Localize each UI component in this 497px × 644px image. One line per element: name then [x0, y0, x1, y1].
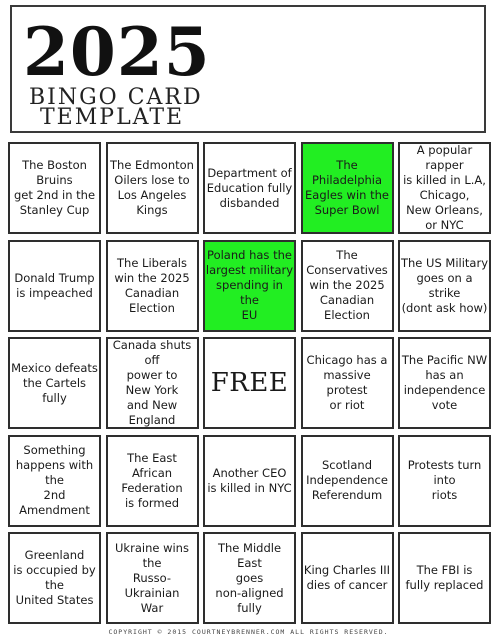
free-space-label: FREE [210, 368, 289, 398]
bingo-cell-text: Something happens with the 2nd Amendment [15, 443, 94, 517]
bingo-cell-text: Greenland is occupied by the United States [13, 548, 96, 607]
bingo-cell-text: Scotland Independence Referendum [306, 458, 388, 502]
bingo-cell-text: The Conservatives win the 2025 Canadian Election [306, 248, 388, 322]
bingo-cell[interactable] [106, 337, 199, 429]
bingo-cell[interactable] [301, 532, 394, 624]
bingo-cell[interactable] [106, 532, 199, 624]
title-line-2: TEMPLATE [40, 105, 185, 130]
bingo-grid [8, 142, 492, 625]
bingo-cell-text: King Charles III dies of cancer [303, 563, 391, 592]
bingo-cell[interactable] [203, 435, 296, 527]
bingo-cell[interactable] [8, 337, 101, 429]
bingo-cell-text: Donald Trump is impeached [14, 270, 95, 300]
bingo-cell-text: The Pacific NW has an independence vote [401, 353, 488, 412]
bingo-cell[interactable] [203, 532, 296, 624]
bingo-cell[interactable] [106, 435, 199, 527]
bingo-cell[interactable] [203, 240, 296, 332]
bingo-cell[interactable] [301, 240, 394, 332]
free-space-cell[interactable] [203, 337, 296, 429]
title-year: 2025 [23, 13, 211, 91]
bingo-cell[interactable] [106, 142, 199, 234]
bingo-cell-text: The Liberals win the 2025 Canadian Election [114, 255, 190, 315]
bingo-cell-text: Poland has the largest military spending in the EU [205, 248, 294, 322]
bingo-cell-text: The Middle East goes non-aligned fully [215, 540, 284, 615]
bingo-cell-text: The Philadelphia Eagles win the Super Bowl [305, 158, 389, 217]
bingo-cell-text: A popular rapper is killed in L.A, Chicago, New Orleans, or NYC [403, 143, 486, 232]
bingo-cell[interactable] [301, 337, 394, 429]
title-line-1: BINGO CARD [29, 85, 203, 110]
bingo-cell-text: The US Military goes on a strike (dont ask how) [400, 255, 488, 315]
bingo-cell[interactable] [398, 142, 491, 234]
bingo-cell[interactable] [301, 142, 394, 234]
bingo-cell[interactable] [398, 337, 491, 429]
bingo-cell-text: The Boston Bruins get 2nd in the Stanley Cup [13, 158, 96, 217]
bingo-cell-text: Department of Education fully disbanded [206, 165, 293, 210]
bingo-cell[interactable] [398, 240, 491, 332]
bingo-cell-text: Ukraine wins the Russo-Ukrainian War [115, 540, 189, 615]
bingo-cell-text: Canada shuts off power to New York and New England [112, 338, 192, 427]
bingo-cell-text: Protests turn into riots [407, 458, 482, 502]
copyright-footer: COPYRIGHT © 2015 COURTNEYBRENNER.COM ALL RIGHTS RESERVED. [108, 628, 389, 636]
bingo-cell-text: The FBI is fully replaced [405, 563, 484, 592]
bingo-cell[interactable] [398, 532, 491, 624]
bingo-cell[interactable] [8, 435, 101, 527]
bingo-cell[interactable] [8, 142, 101, 234]
bingo-cell[interactable] [398, 435, 491, 527]
bingo-cell-text: Chicago has a massive protest or riot [306, 353, 388, 412]
bingo-cell-text: Another CEO is killed in NYC [207, 465, 292, 495]
bingo-cell[interactable] [106, 240, 199, 332]
title-banner [10, 5, 486, 133]
bingo-cell[interactable] [301, 435, 394, 527]
bingo-cell-text: The Edmonton Oilers lose to Los Angeles Kings [110, 158, 194, 217]
bingo-cell-text: Mexico defeats the Cartels fully [11, 360, 98, 405]
bingo-cell[interactable] [203, 142, 296, 234]
bingo-cell-text: The East African Federation is formed [121, 450, 183, 510]
bingo-cell[interactable] [8, 532, 101, 624]
bingo-cell[interactable] [8, 240, 101, 332]
